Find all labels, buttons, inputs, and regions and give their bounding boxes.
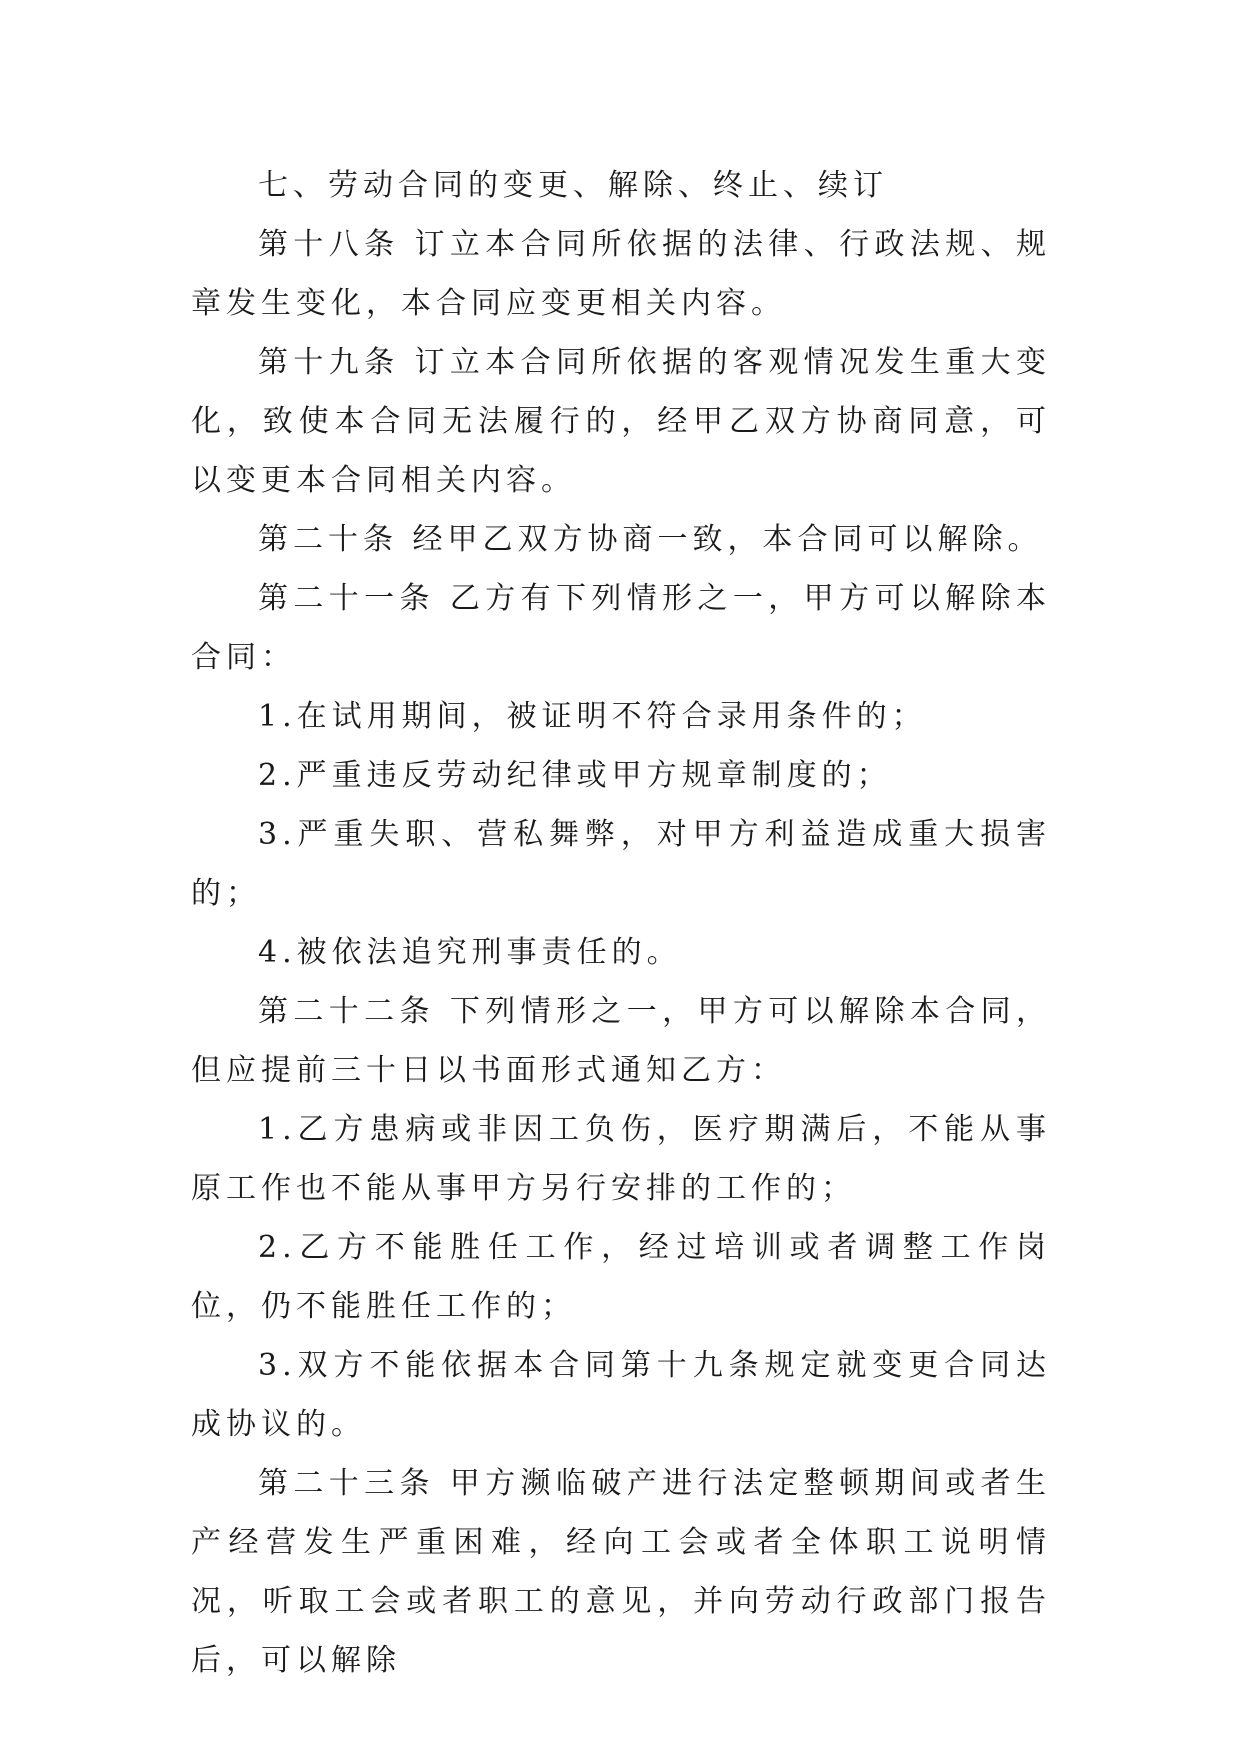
section-heading-contract-change: 七、劳动合同的变更、解除、终止、续订: [258, 168, 888, 203]
document-body: [191, 156, 1051, 1690]
article-22: 第二十二条 下列情形之一，甲方可以解除本合同，但应提前三十日以书面形式通知乙方：: [191, 994, 1051, 1088]
article-22-item-2: 2.乙方不能胜任工作，经过培训或者调整工作岗位，仍不能胜任工作的；: [191, 1230, 1051, 1324]
article-21-item-4: 4.被依法追究刑事责任的。: [258, 935, 682, 970]
article-21-item-2: 2.严重违反劳动纪律或甲方规章制度的；: [258, 758, 892, 793]
article-23: 第二十三条 甲方濒临破产进行法定整顿期间或者生产经营发生严重困难，经向工会或者全体职工说明情况，听取工会或者职工的意见，并向劳动行政部门报告后，可以解除: [191, 1466, 1051, 1678]
article-20: 第二十条 经甲乙双方协商一致，本合同可以解除。: [258, 522, 1043, 557]
article-18: 第十八条 订立本合同所依据的法律、行政法规、规章发生变化，本合同应变更相关内容。: [191, 227, 1051, 321]
article-22-item-3: 3.双方不能依据本合同第十九条规定就变更合同达成协议的。: [191, 1348, 1051, 1442]
article-21-item-1: 1.在试用期间，被证明不符合录用条件的；: [258, 699, 927, 734]
article-22-item-1: 1.乙方患病或非因工负伤，医疗期满后，不能从事原工作也不能从事甲方另行安排的工作的；: [191, 1112, 1051, 1206]
article-21: 第二十一条 乙方有下列情形之一，甲方可以解除本合同：: [191, 581, 1051, 675]
article-21-item-3: 3.严重失职、营私舞弊，对甲方利益造成重大损害的；: [191, 817, 1051, 911]
article-19: 第十九条 订立本合同所依据的客观情况发生重大变化，致使本合同无法履行的，经甲乙双方协商同意，可以变更本合同相关内容。: [191, 345, 1051, 498]
